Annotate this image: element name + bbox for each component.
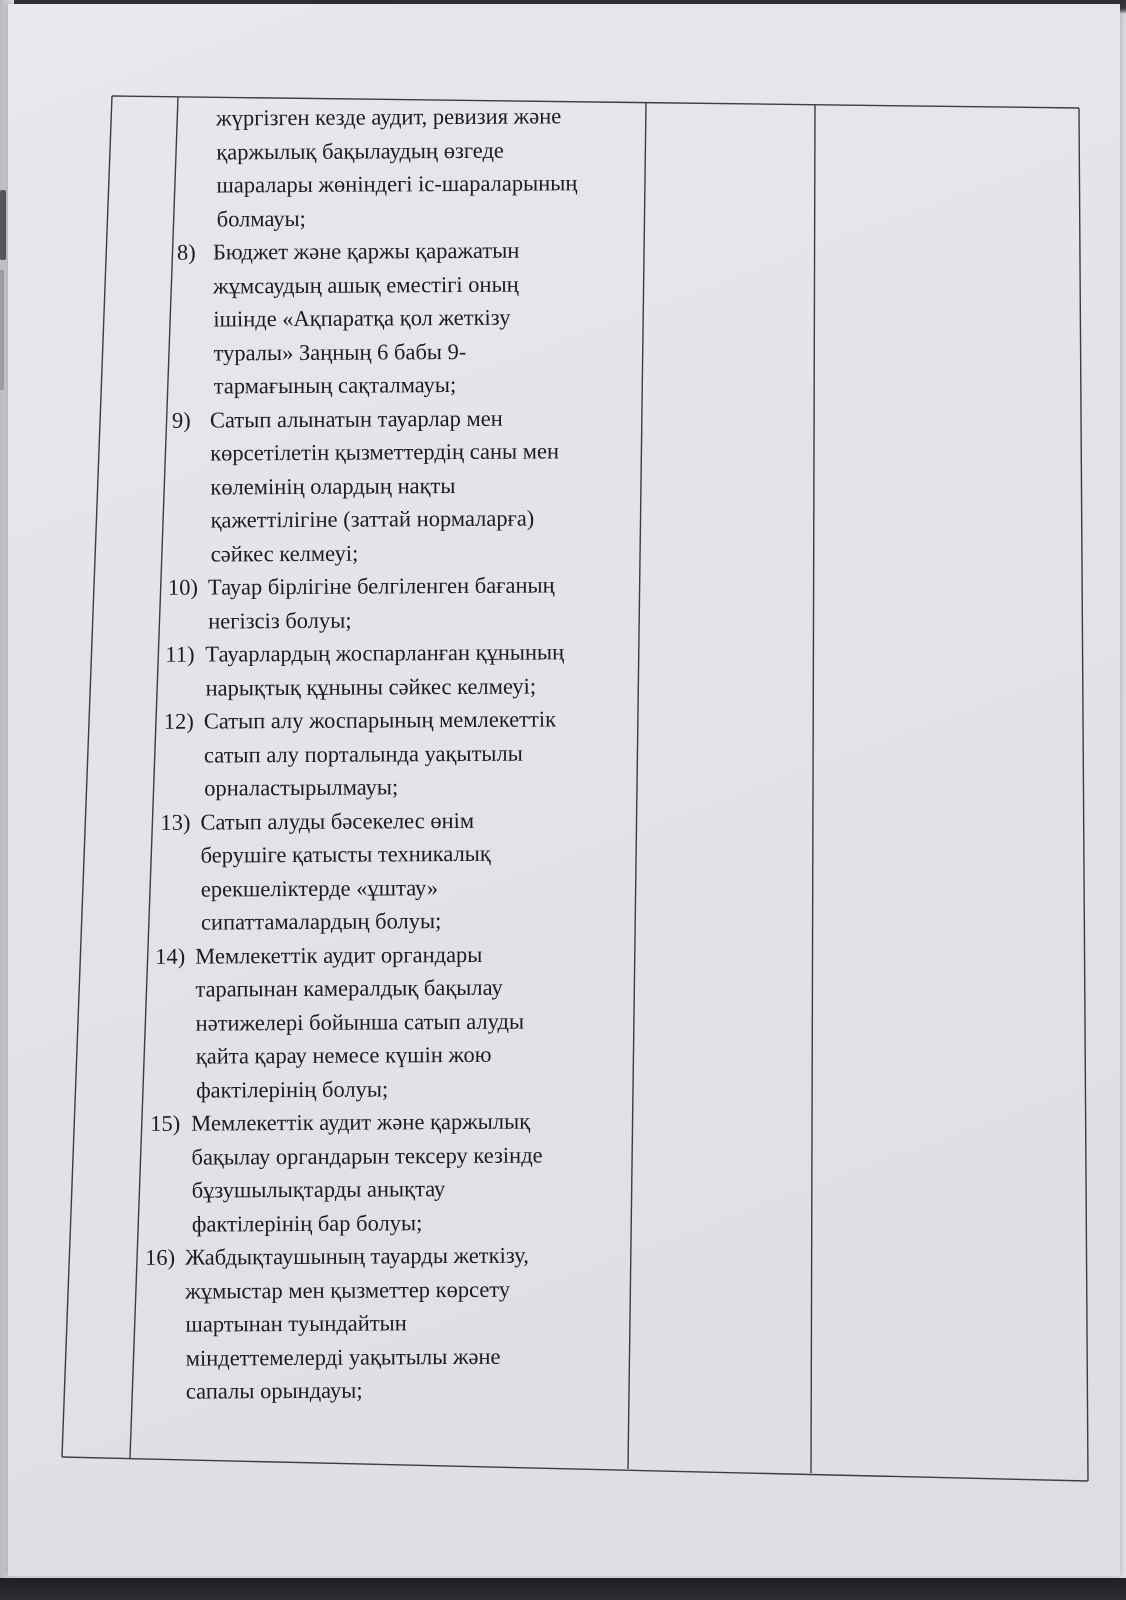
text-line: Мемлекеттік аудит және қаржылық xyxy=(191,1108,531,1136)
text-line: қайта қарау немесе күшін жою xyxy=(195,1041,492,1069)
list-item-16 xyxy=(137,1238,638,1409)
text-line: көрсетілетін қызметтердің саны мен xyxy=(210,438,560,466)
text-line: Сатып алуды бәсекелес өнім xyxy=(200,807,475,835)
text-line: Бюджет және қаржы қаражатын xyxy=(212,237,520,265)
text-line: сапалы орындауы; xyxy=(185,1377,363,1404)
list-number: 8) xyxy=(176,239,196,265)
text-line: нарықтық құныны сәйкес келмеуі; xyxy=(205,673,537,701)
list-number: 9) xyxy=(171,407,191,433)
table-cell-criteria xyxy=(130,99,638,1409)
text-line: Сатып алу жоспарының мемлекеттік xyxy=(203,706,557,734)
text-line: қаржылық бақылаудың өзгеде xyxy=(216,137,504,164)
text-line: орналастырылмауы; xyxy=(204,774,399,801)
text-line: туралы» Заңның 6 бабы 9- xyxy=(213,338,467,365)
column-line-1 xyxy=(62,96,112,1457)
text-line: негізсіз болуы; xyxy=(208,607,352,634)
text-line: ішінде «Ақпаратқа қол жеткізу xyxy=(213,304,511,332)
list-number: 12) xyxy=(163,708,194,734)
list-number: 15) xyxy=(150,1110,181,1136)
list-item-15 xyxy=(136,1104,637,1241)
text-line: қажеттілігіне (заттай нормаларға) xyxy=(210,505,535,533)
text-line: берушіге қатысты техникалық xyxy=(200,840,491,868)
text-line: Мемлекеттік аудит органдары xyxy=(195,941,483,969)
list-number: 16) xyxy=(144,1244,176,1270)
list-number: 11) xyxy=(165,641,195,667)
text-line: көлемінің олардың нақты xyxy=(210,472,456,500)
text-line: шаралары жөніндегі іс-шараларының xyxy=(216,170,578,198)
text-line: фактілерінің бар болуы; xyxy=(191,1209,423,1237)
text-line: шартынан туындайтын xyxy=(185,1310,407,1337)
text-line: фактілерінің болуы; xyxy=(195,1075,389,1103)
text-line: нәтижелері бойынша сатып алуды xyxy=(195,1008,525,1036)
list-item-9 xyxy=(132,400,633,571)
text-line: бақылау органдарын тексеру кезінде xyxy=(191,1141,543,1170)
text-line: міндеттемелерді уақытылы және xyxy=(185,1343,501,1371)
list-item-12 xyxy=(134,702,635,806)
text-line: тарапынан камералдық бақылау xyxy=(195,974,503,1002)
text-line: тармағының сақталмауы; xyxy=(213,372,457,399)
text-line: болмауы; xyxy=(216,205,306,231)
text-line: Сатып алынатын тауарлар мен xyxy=(209,405,503,433)
text-line: ерекшеліктерде «ұштау» xyxy=(200,874,439,902)
text-line: Тауарлардың жоспарланған құнының xyxy=(205,639,565,667)
list-number: 13) xyxy=(160,809,191,835)
table-bottom-border xyxy=(62,1457,1088,1481)
list-number: 10) xyxy=(167,574,199,600)
list-item-13 xyxy=(134,802,635,939)
list-item-11 xyxy=(133,635,633,705)
text-line: жүргізген кезде аудит, ревизия және xyxy=(216,103,562,131)
text-line: жұмсаудың ашық еместігі оның xyxy=(213,271,519,298)
text-line: бұзушылықтарды анықтау xyxy=(191,1176,446,1203)
text-line: сипаттамалардың болуы; xyxy=(200,908,442,935)
list-item-10 xyxy=(133,568,633,638)
text-line: сәйкес келмеуі; xyxy=(210,540,359,567)
list-item-14 xyxy=(135,936,636,1107)
text-line: Жабдықтаушының тауарды жеткізу, xyxy=(184,1242,529,1270)
text-line: жұмыстар мен қызметтер көрсету xyxy=(185,1276,511,1304)
list-item-8 xyxy=(131,233,632,404)
intro-paragraph xyxy=(130,99,631,236)
column-line-4 xyxy=(811,105,815,1473)
text-line: сатып алу порталында уақытылы xyxy=(203,740,523,768)
column-line-5 xyxy=(1079,108,1088,1481)
text-line: Тауар бірлігіне белгіленген бағаның xyxy=(207,572,555,600)
list-number: 14) xyxy=(155,943,186,969)
